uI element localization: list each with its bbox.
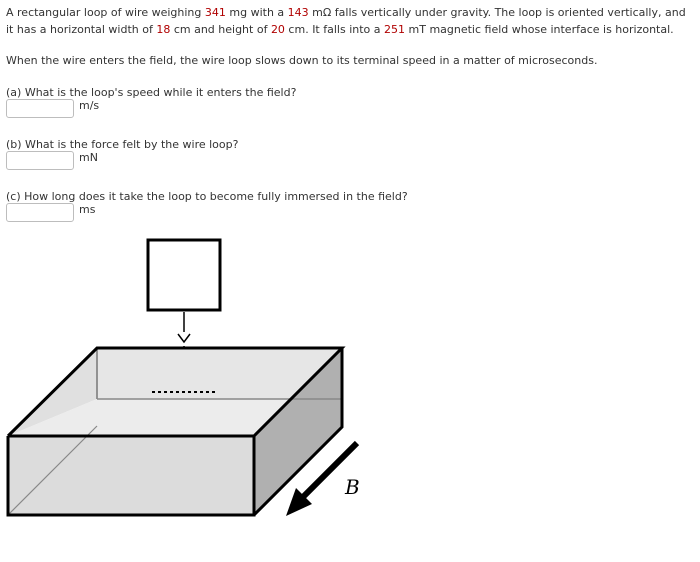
field-box-figure: [0, 232, 700, 532]
fall-arrow-head: [178, 334, 190, 342]
height-value: 20: [270, 23, 285, 36]
width-value: 18: [156, 23, 171, 36]
wire-loop: [148, 240, 220, 310]
question-a-answer: [6, 99, 99, 118]
answer-c-input[interactable]: [6, 203, 74, 222]
question-c-answer: [6, 203, 95, 222]
mass-value: 341: [204, 6, 226, 19]
question-a-prompt: (a) What is the loop's speed while it enters the field?: [6, 86, 297, 99]
question-c-prompt: (c) How long does it take the loop to become fully immersed in the field?: [6, 190, 408, 203]
answer-c-unit: ms: [79, 203, 96, 216]
box-front-face: [8, 436, 254, 515]
answer-a-unit: m/s: [79, 99, 100, 112]
question-b-prompt: (b) What is the force felt by the wire loop?: [6, 138, 239, 151]
answer-b-input[interactable]: [6, 151, 74, 170]
question-b-answer: [6, 151, 98, 170]
terminal-speed-note: When the wire enters the field, the wire loop slows down to its terminal speed in a matter of microseconds.: [6, 54, 598, 67]
resistance-value: 143: [287, 6, 309, 19]
answer-b-unit: mN: [79, 151, 98, 164]
answer-a-input[interactable]: [6, 99, 74, 118]
field-value: 251: [384, 23, 406, 36]
b-field-label: B: [345, 475, 360, 499]
problem-statement: A rectangular loop of wire weighing 341 mg with a 143 mΩ falls vertically under gravity. The loop is oriented vertically, and it has a horizontal width of 18 cm and height of 20 cm. It falls into a 251 mT magnetic field whose interface is horizontal.: [6, 6, 686, 36]
